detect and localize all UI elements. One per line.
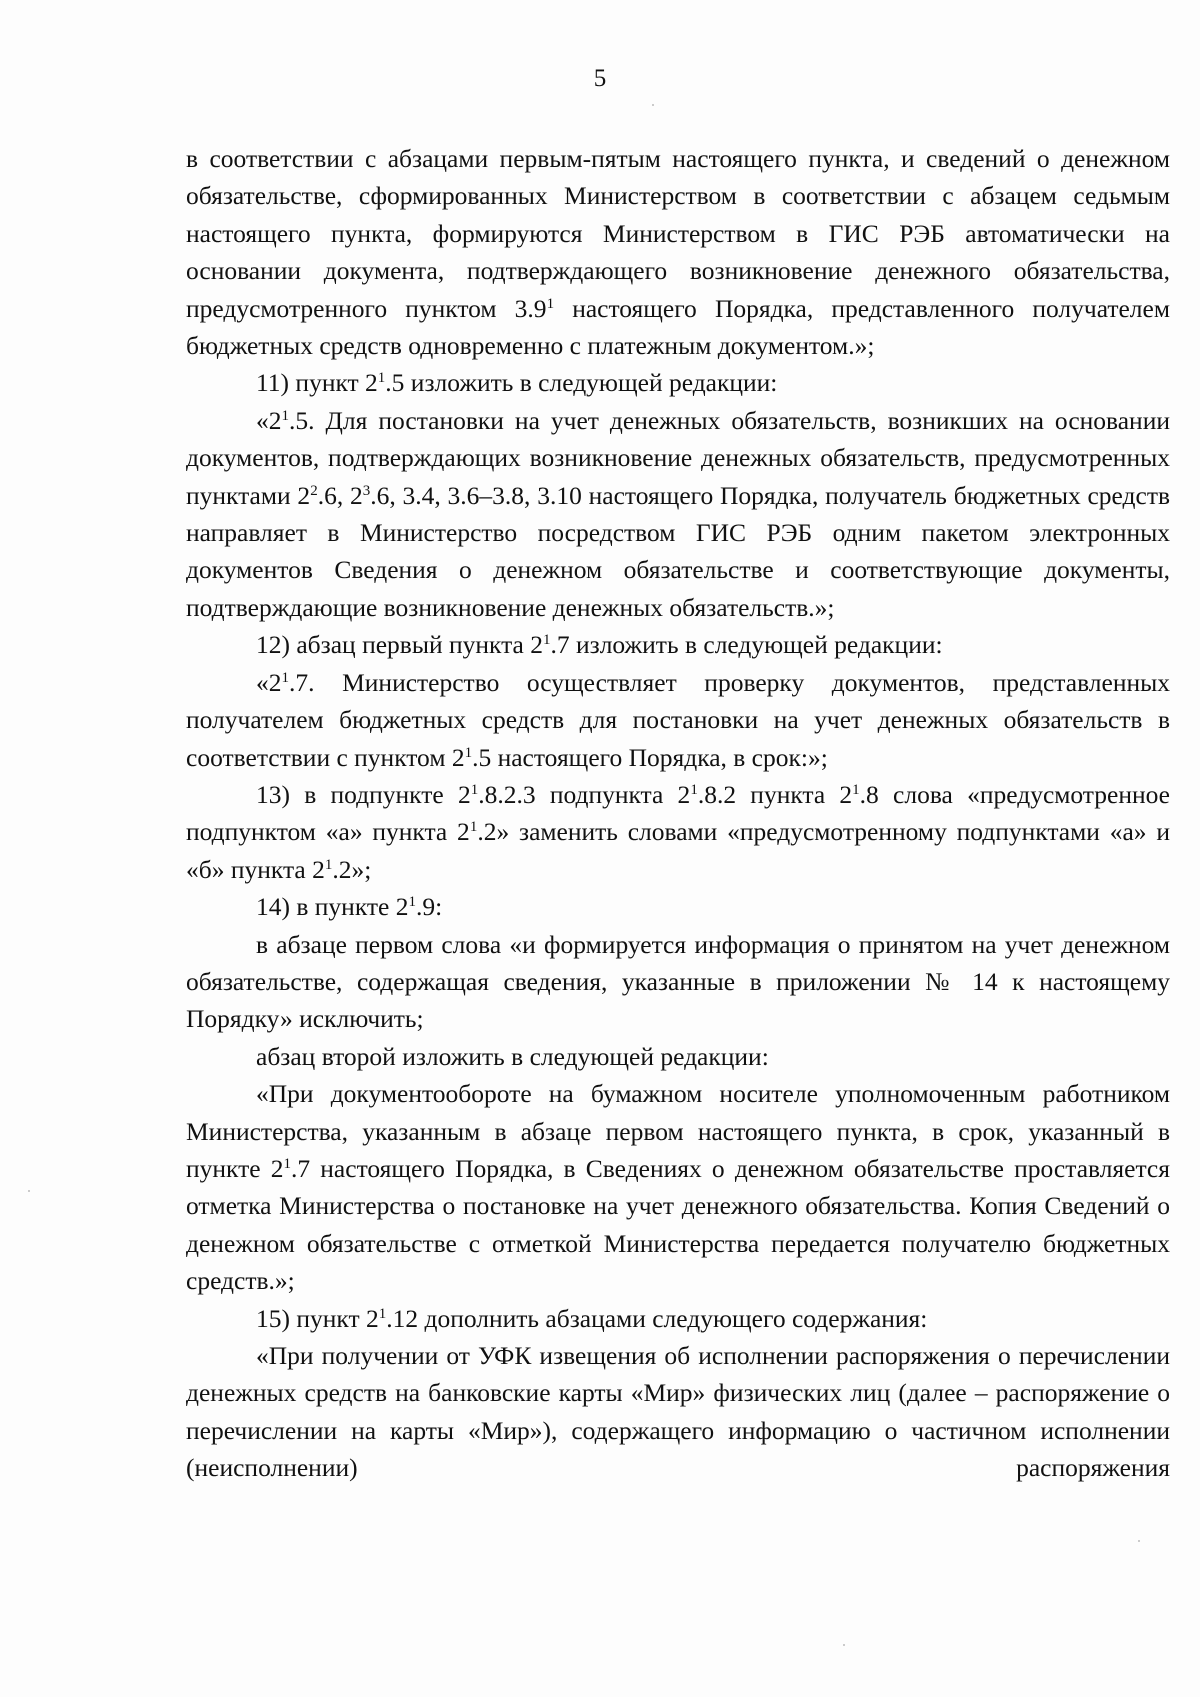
superscript: 1 (377, 370, 386, 387)
text-run: «2 (256, 667, 282, 697)
text-run: .9: (415, 892, 443, 922)
superscript: 1 (546, 295, 555, 312)
superscript: 1 (281, 669, 289, 686)
superscript: 3 (362, 482, 371, 499)
paragraph-item-14 (186, 888, 1170, 925)
text-run: .6, 2 (317, 480, 363, 510)
text-run: 13) в подпункте 2 (256, 779, 471, 809)
text-run: .8.2 пункта 2 (697, 779, 853, 809)
scan-speck (1138, 1540, 1140, 1542)
text-run: 11) пункт 2 (256, 368, 378, 398)
superscript: 1 (324, 856, 333, 873)
paragraph-item-13 (186, 776, 1170, 888)
text-run: .7. Министерство осуществляет проверку документов, представленных получателем бюджетных средств для постановки на учет денежных обязательств в соответствии с пунктом 2 (186, 667, 1170, 772)
text-run: .5 изложить в следующей редакции: (385, 368, 778, 398)
paragraph-item-12 (186, 626, 1170, 663)
paragraph-item-14-first-abzac (186, 926, 1170, 1038)
text-run: .2»; (332, 854, 372, 884)
text-run: .5 настоящего Порядка, в срок:»; (472, 742, 828, 772)
document-body (186, 140, 1170, 1487)
text-run: .5. Для постановки на учет денежных обязательств, возникших на основании документов, подтверждающих возникновение денежных обязательств, предусмотренных пунктами 2 (186, 405, 1170, 510)
superscript: 1 (470, 781, 479, 798)
text-run: настоящего Порядка, представленного получателем бюджетных средств одновременно с платежным документом.»; (186, 293, 1170, 361)
text-run: «При документообороте на бумажном носителе уполномоченным работником Министерства, указанным в абзаце первом настоящего пункта, в срок, указанный в пункте 2 (186, 1079, 1170, 1183)
text-run: .8.2.3 подпункта 2 (478, 779, 691, 809)
superscript: 1 (852, 781, 860, 798)
paragraph-item-15-text (186, 1337, 1170, 1487)
text-run: .8 слова «предусмотренное подпунктом «а» пункта 2 (186, 779, 1171, 847)
scan-speck (28, 1190, 30, 1192)
paragraph-item-14-second-abzac (186, 1038, 1170, 1075)
paragraph-item-12-text (186, 664, 1170, 776)
text-run: «2 (256, 405, 282, 435)
paragraph-item-11-text (186, 402, 1170, 626)
paragraph-item-14-text (186, 1075, 1170, 1299)
paragraph-item-15 (186, 1300, 1170, 1337)
text-run: 12) абзац первый пункта 2 (256, 630, 543, 660)
superscript: 1 (690, 781, 698, 798)
superscript: 1 (542, 632, 551, 649)
superscript: 1 (281, 407, 289, 424)
text-run: в абзаце первом слова «и формируется информация о принятом на учет денежном обязательстве, содержащая сведения, указанные в приложении № 14 к настоящему Порядку» исключить; (186, 929, 1170, 1034)
superscript: 1 (283, 1155, 291, 1172)
text-run: 14) в пункте 2 (256, 892, 409, 922)
text-run: в соответствии с абзацами первым-пятым настоящего пункта, и сведений о денежном обязательстве, сформированных Министерством в соответствии с абзацем седьмым настоящего пункта, формируются Министерством в ГИС РЭБ автоматически на основании документа, подтверждающего возникновение денежного обязательства, предусмотренного пунктом 3.9 (186, 144, 1170, 323)
scan-speck (843, 1644, 845, 1646)
text-run: .2» заменить словами «предусмотренному подпунктами «а» и «б» пункта 2 (186, 817, 1170, 884)
text-run: «При получении от УФК извещения об исполнении распоряжения о перечислении денежных средств на банковские карты «Мир» физических лиц (далее – распоряжение о перечислении на карты «Мир»), содержащего информацию о частичном исполнении (неисполнении) распоряжения (186, 1341, 1170, 1483)
text-run: .7 настоящего Порядка, в Сведениях о денежном обязательстве проставляется отметка Министерства о постановке на учет денежного обязательства. Копия Сведений о денежном обязательстве с отметкой Министерства передается получателю бюджетных средств.»; (186, 1153, 1170, 1296)
paragraph-item-11 (186, 364, 1170, 401)
paragraph-continuation (186, 140, 1170, 364)
superscript: 1 (464, 744, 473, 761)
text-run: 15) пункт 2 (256, 1303, 379, 1333)
superscript: 2 (310, 482, 318, 499)
text-run: .12 дополнить абзацами следующего содержания: (386, 1303, 928, 1333)
text-run: .7 изложить в следующей редакции: (550, 630, 943, 660)
superscript: 1 (469, 819, 478, 836)
superscript: 1 (408, 894, 416, 911)
text-run: .6, 3.4, 3.6–3.8, 3.10 настоящего Порядка, получатель бюджетных средств направляет в Министерство посредством ГИС РЭБ одним пакетом электронных документов Сведения о денежном обязательстве и соответствующие документы, подтверждающие возникновение денежных обязательств.»; (186, 480, 1171, 622)
page-number: 5 (593, 65, 607, 92)
text-run: абзац второй изложить в следующей редакции: (256, 1041, 769, 1071)
superscript: 1 (378, 1305, 387, 1322)
scan-speck (652, 104, 654, 106)
